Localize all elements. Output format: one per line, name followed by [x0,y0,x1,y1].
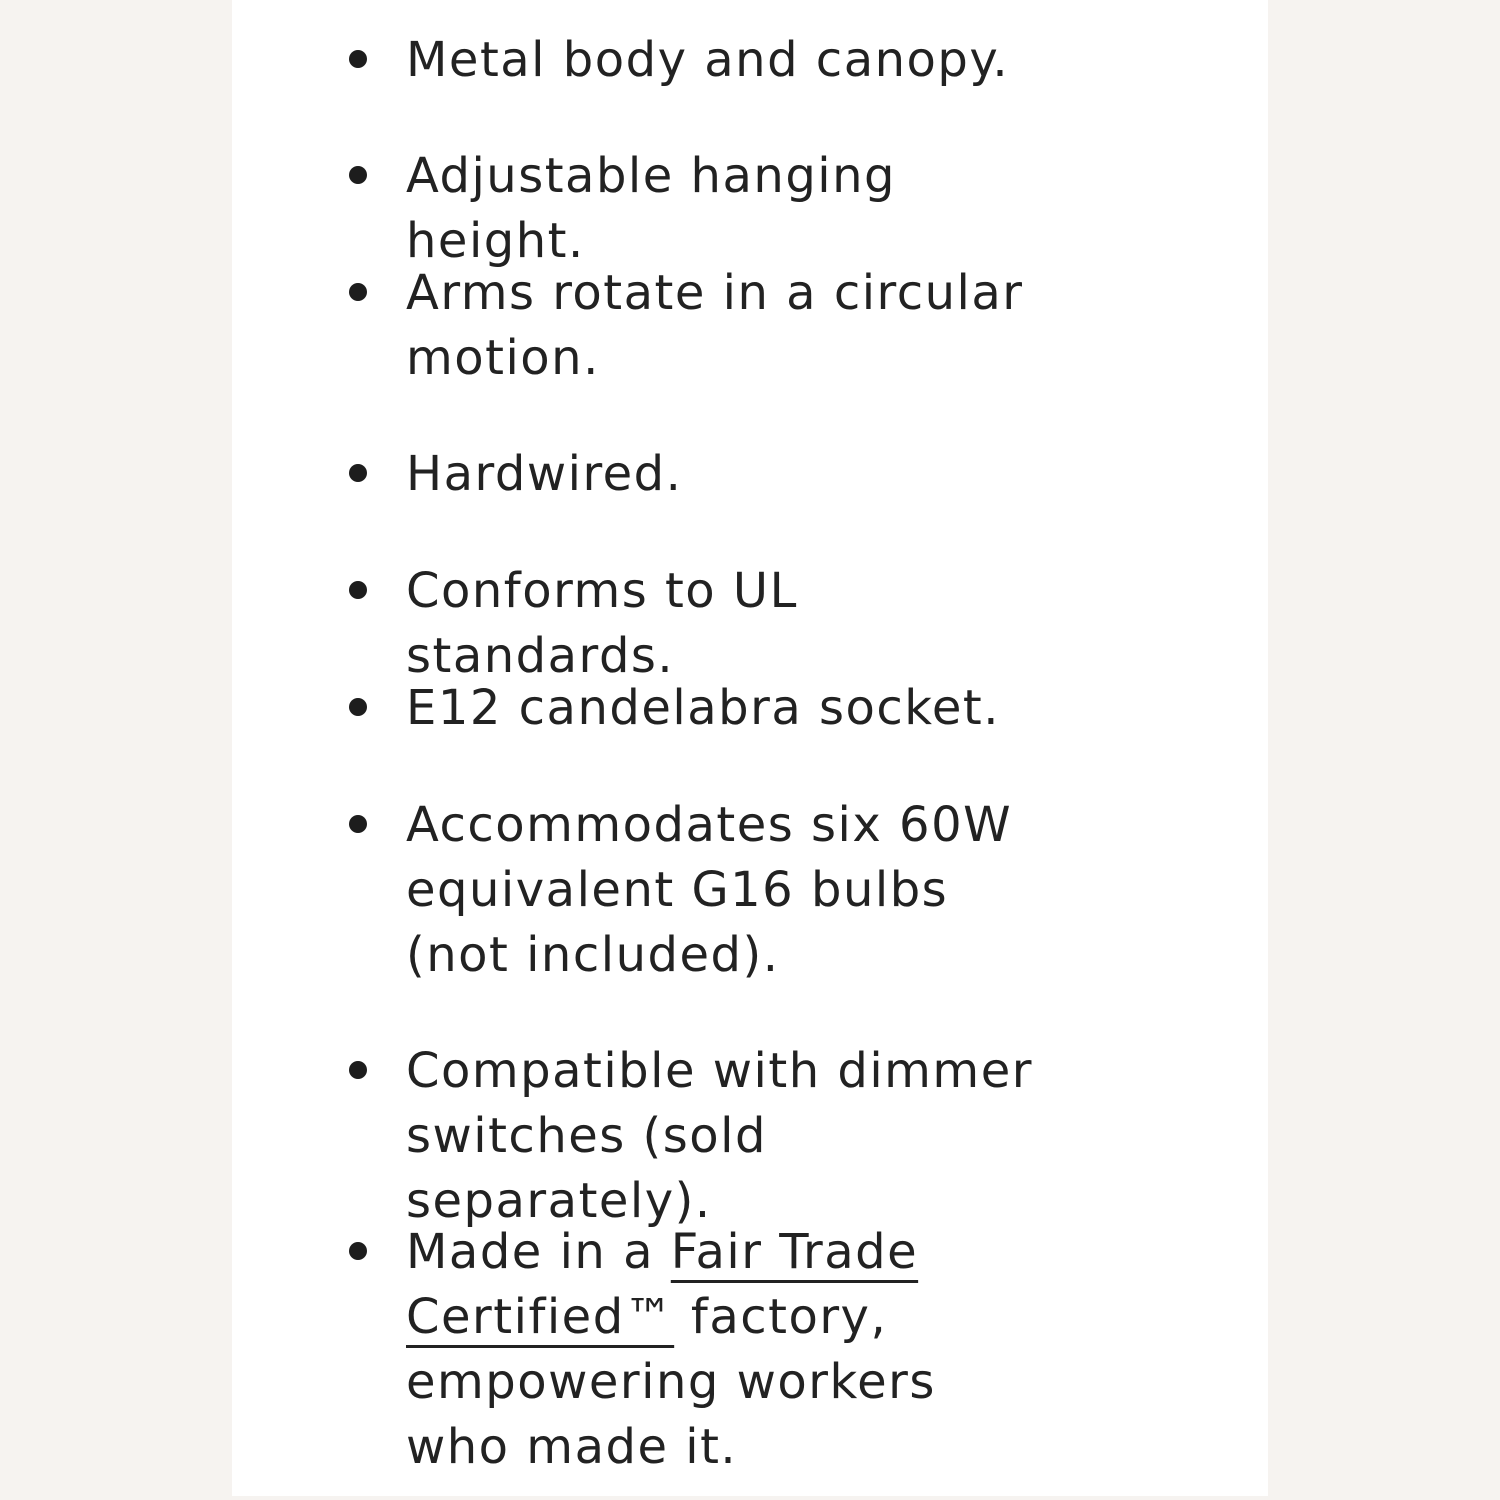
feature-text: Compatible with dimmer switches (sold separately). [406,1043,1033,1229]
product-details-panel [232,0,1268,1496]
bullet-icon [349,698,367,716]
feature-text: Hardwired. [406,446,683,502]
feature-text [406,1220,1046,1480]
bullet-icon [349,166,367,184]
feature-text: Metal body and canopy. [406,32,1010,88]
feature-text: Arms rotate in a circular motion. [406,265,1024,386]
fair-trade-suffix: factory, empowering workers who made it. [406,1289,936,1475]
bullet-icon [349,283,367,301]
feature-text: E12 candelabra socket. [406,680,1000,736]
fair-trade-link[interactable]: Fair Trade Certified™ [406,1224,919,1345]
bullet-icon [349,581,367,599]
bullet-icon [349,50,367,68]
feature-text: Accommodates six 60W equivalent G16 bulbs (not included). [406,797,1013,983]
fair-trade-prefix: Made in a [406,1224,671,1280]
feature-text: Adjustable hanging height. [406,148,897,269]
bullet-icon [349,1242,367,1260]
bullet-icon [349,1061,367,1079]
bullet-icon [349,815,367,833]
bullet-icon [349,464,367,482]
feature-text: Conforms to UL standards. [406,563,798,684]
